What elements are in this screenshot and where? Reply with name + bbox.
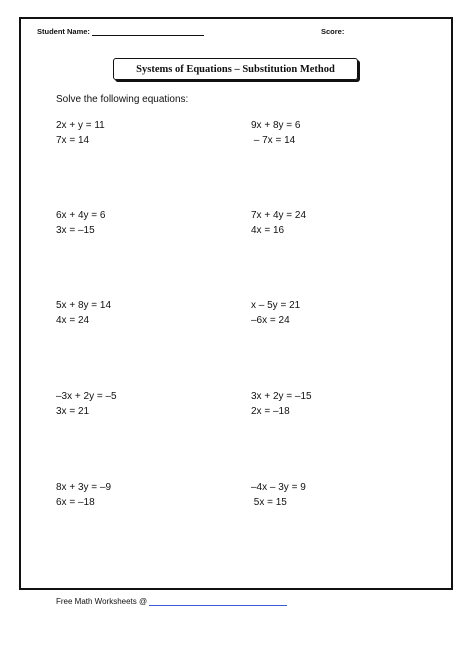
- problem-2-equation-2: – 7x = 14: [251, 135, 296, 146]
- problem-5-equation-1: 5x + 8y = 14: [56, 300, 112, 311]
- problem-6: [251, 298, 300, 328]
- problem-3: [56, 208, 105, 238]
- problem-3-equation-1: 6x + 4y = 6: [56, 210, 106, 221]
- problem-4-equation-2: 4x = 16: [251, 225, 285, 236]
- score-label: Score:: [321, 27, 345, 36]
- problem-5-equation-2: 4x = 24: [56, 315, 90, 326]
- problem-2: [251, 118, 300, 148]
- problem-10-equation-2: 5x = 15: [251, 497, 287, 508]
- instructions: Solve the following equations:: [56, 94, 189, 105]
- footer-link-line[interactable]: [149, 597, 287, 606]
- problem-7-equation-1: –3x + 2y = –5: [56, 391, 117, 402]
- problem-7-equation-2: 3x = 21: [56, 406, 90, 417]
- student-name-line: [92, 27, 204, 36]
- problem-6-equation-1: x – 5y = 21: [251, 300, 301, 311]
- problem-10: [251, 480, 306, 510]
- problem-8-equation-1: 3x + 2y = –15: [251, 391, 312, 402]
- problem-4-equation-1: 7x + 4y = 24: [251, 210, 307, 221]
- problem-10-equation-1: –4x – 3y = 9: [251, 482, 306, 493]
- problem-8-equation-2: 2x = –18: [251, 406, 290, 417]
- worksheet-title-text: Systems of Equations – Substitution Method: [136, 63, 335, 75]
- score-field: [321, 27, 344, 36]
- problem-9-equation-1: 8x + 3y = –9: [56, 482, 112, 493]
- problem-7: [56, 389, 117, 419]
- problem-5: [56, 298, 111, 328]
- problem-6-equation-2: –6x = 24: [251, 315, 290, 326]
- student-name-field: [37, 27, 204, 36]
- problem-1-equation-1: 2x + y = 11: [56, 120, 105, 131]
- problem-1: [56, 118, 105, 148]
- problem-4: [251, 208, 306, 238]
- footer-label: Free Math Worksheets @: [56, 597, 148, 606]
- problem-8: [251, 389, 312, 419]
- problem-3-equation-2: 3x = –15: [56, 225, 95, 236]
- worksheet-title: [113, 58, 358, 80]
- problem-9: [56, 480, 111, 510]
- worksheet-header: [37, 27, 444, 41]
- worksheet-footer: [56, 597, 287, 606]
- student-name-label: Student Name:: [37, 27, 90, 36]
- problem-2-equation-1: 9x + 8y = 6: [251, 120, 301, 131]
- problem-9-equation-2: 6x = –18: [56, 497, 95, 508]
- problem-1-equation-2: 7x = 14: [56, 135, 90, 146]
